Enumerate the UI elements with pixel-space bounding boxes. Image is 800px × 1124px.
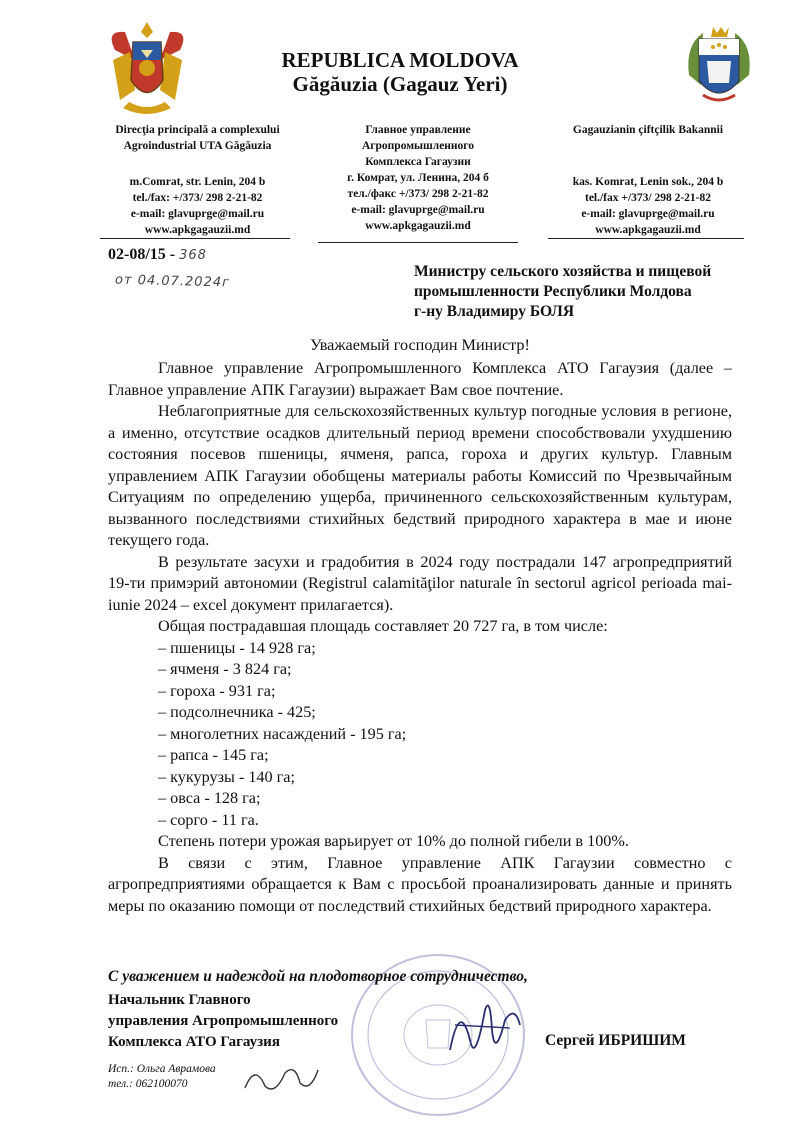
signer-title-line: Начальник Главного — [108, 992, 251, 1008]
website: www.apkgagauzii.md — [595, 224, 701, 236]
signer-title — [108, 990, 338, 1053]
list-item: – пшеницы - 14 928 га; — [158, 638, 316, 657]
loss-statement: Степень потери урожая варьирует от 10% до полной гибели в 100%. — [158, 832, 629, 850]
header-column-romanian — [100, 122, 295, 238]
list-item: – рапса - 145 га; — [158, 746, 269, 764]
header-column-gagauz — [548, 122, 748, 238]
list-item: – подсолнечника - 425; — [158, 703, 316, 721]
org-name-line: Agroindustrial UTA Găgăuzia — [123, 140, 272, 152]
reference-number-handwritten: 368 — [179, 248, 207, 263]
addressee-line: промышленности Республики Молдова — [414, 283, 692, 300]
email: e-mail: glavuprge@mail.ru — [351, 204, 485, 216]
website: www.apkgagauzii.md — [365, 220, 471, 232]
email: e-mail: glavuprge@mail.ru — [130, 208, 265, 220]
reference-number — [108, 246, 207, 264]
addressee-line: г-ну Владимиру БОЛЯ — [414, 303, 575, 320]
org-name-line: Главное управление — [365, 124, 471, 136]
addressee-block — [414, 262, 744, 322]
executor-name: Исп.: Ольга Аврамова — [108, 1063, 216, 1075]
salutation: Уважаемый господин Министр! — [310, 336, 530, 354]
region-name: Găgăuzia (Gagauz Yeri) — [292, 72, 508, 96]
phone: tel./fax +/373/ 298 2-21-82 — [584, 192, 711, 204]
list-item: – гороха - 931 га; — [158, 681, 276, 700]
paragraph: В результате засухи и градобития в 2024 году пострадали 147 агропредприятий 19-ти примэрий автономии (Registrul calamităţilor naturale în sectorul agricol perioada mai-iunie 2024 – excel документ прилагается). — [108, 552, 732, 614]
list-item: – сорго - 11 га. — [158, 810, 259, 829]
phone: тел./факс +/373/ 298 2-21-82 — [347, 188, 489, 200]
executor-signature-icon — [240, 1058, 320, 1098]
header-column-russian — [318, 122, 518, 234]
address: kas. Komrat, Lenin sok., 204 b — [572, 176, 724, 188]
paragraph: Главное управление Агропромышленного Комплекса АТО Гагаузия (далее – Главное управление АПК Гагаузии) выражает Вам свое почтение. — [108, 359, 732, 399]
header-divider — [100, 238, 290, 239]
list-item: – ячменя - 3 824 га; — [158, 660, 292, 678]
signer-title-line: управления Агропромышленного — [108, 1013, 339, 1029]
country-name: REPUBLICA MOLDOVA — [281, 48, 519, 72]
org-name-line: Комплекса Гагаузии — [365, 156, 471, 168]
paragraph: В связи с этим, Главное управление АПК Гагаузии совместно с агропредприятиями обращается к Вам с просьбой проанализировать данные и принять меры по оказанию помощи от последствий стихийных бедствий природного характера. — [108, 853, 732, 915]
org-name-line: Direcţia principală a complexului — [115, 124, 280, 136]
signer-title-line: Комплекса АТО Гагаузия — [108, 1034, 280, 1050]
header-divider — [318, 242, 518, 243]
email: e-mail: glavuprge@mail.ru — [581, 208, 715, 220]
list-item: – кукурузы - 140 га; — [158, 767, 295, 786]
affected-area-intro: Общая пострадавшая площадь составляет 20 727 га, в том числе: — [158, 617, 608, 635]
crop-list — [108, 638, 732, 832]
reference-prefix: 02-08/15 - — [108, 246, 176, 263]
signature-icon — [430, 990, 530, 1070]
letter-body — [108, 358, 732, 917]
header-divider — [548, 238, 744, 239]
phone: tel./fax: +/373/ 298 2-21-82 — [132, 192, 263, 204]
address: г. Комрат, ул. Ленина, 204 б — [347, 172, 489, 184]
paragraph: Неблагоприятные для сельскохозяйственных культур погодные условия в регионе, а именно, отсутствие осадков длительный период времени способствовали ухудшению состояния посевов пшеницы, ячменя, рапса, гороха и других культур. Главным управлением АПК Гагаузии обобщены материалы работы Комиссий по Чрезвычайным Ситуациям по определению ущерба, причиненного сельскохозяйственным культурам, вызванного последствиями стихийных бедствий природного характера в мае и июне текущего года. — [108, 402, 732, 549]
addressee-line: Министру сельского хозяйства и пищевой — [414, 263, 712, 280]
moldova-coat-of-arms-icon — [105, 20, 190, 120]
reference-date-handwritten: от 04.07.2024г — [114, 272, 231, 291]
signer-name: Сергей ИБРИШИМ — [545, 1032, 686, 1049]
address: m.Comrat, str. Lenin, 204 b — [129, 176, 266, 188]
executor-info — [108, 1062, 216, 1092]
website: www.apkgagauzii.md — [144, 224, 251, 236]
org-name-line: Gagauzianin çiftçilik Bakannii — [572, 124, 724, 136]
list-item: – овса - 128 га; — [158, 789, 261, 807]
regards-line: С уважением и надеждой на плодотворное сотрудничество, — [108, 968, 528, 985]
gagauzia-coat-of-arms-icon — [683, 25, 755, 113]
list-item: – многолетних насаждений - 195 га; — [158, 724, 407, 743]
executor-phone: тел.: 062100070 — [108, 1078, 188, 1090]
letterhead-title — [230, 48, 570, 96]
org-name-line: Агропромышленного — [362, 140, 474, 152]
